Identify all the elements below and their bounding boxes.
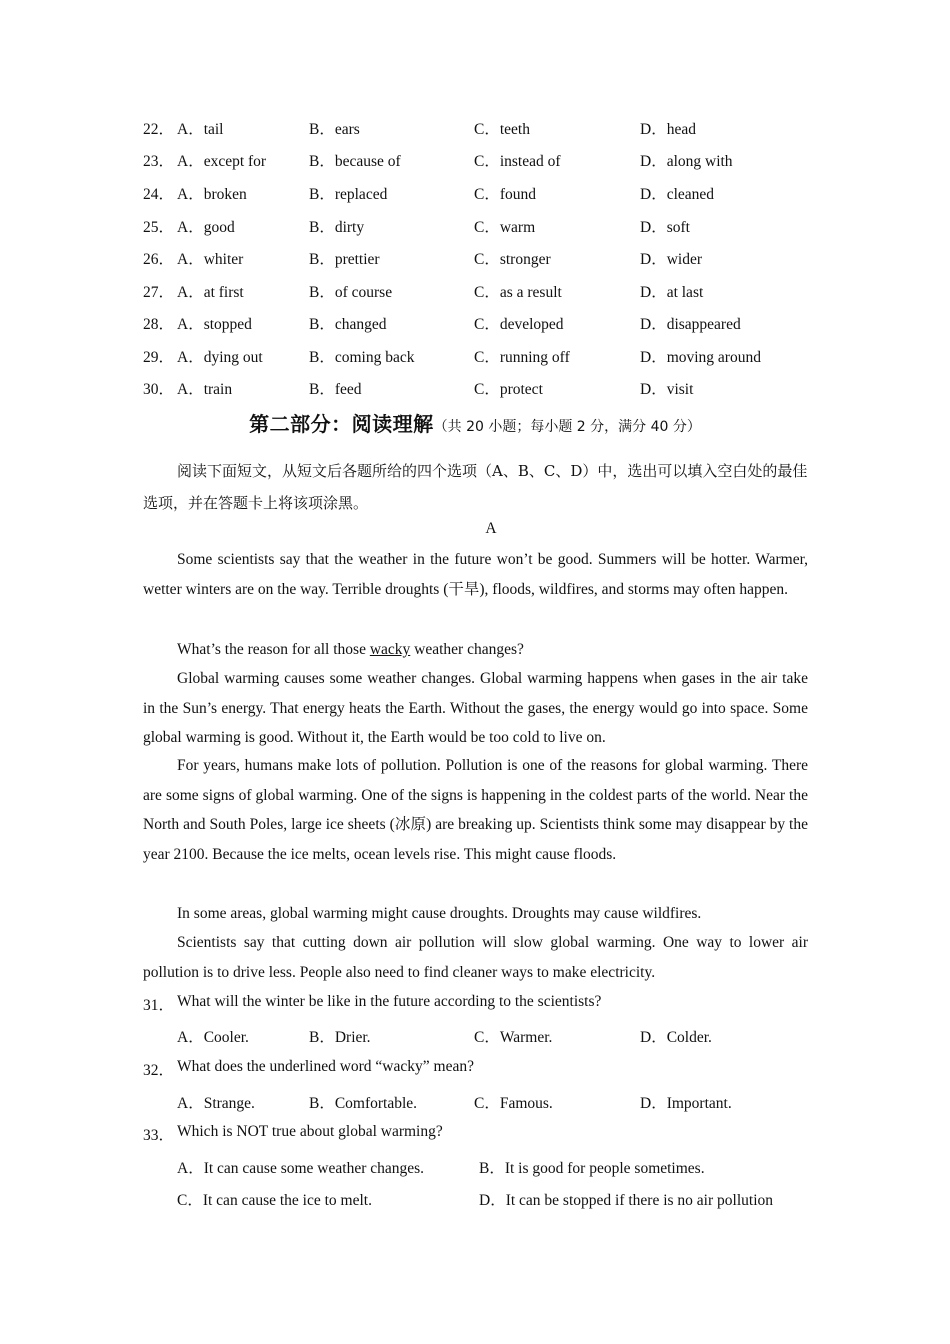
option-c: C．developed: [474, 316, 564, 333]
option-b: B．replaced: [309, 186, 388, 203]
option-row-22: [143, 117, 823, 147]
question-text: What does the underlined word “wacky” mean?: [177, 1058, 474, 1075]
question-number: 23．: [143, 153, 175, 170]
question-text: Which is NOT true about global warming?: [177, 1123, 443, 1140]
option-row-25: [143, 215, 823, 245]
option-row-28: [143, 312, 823, 342]
section-heading: [0, 408, 950, 437]
option-row-29: [143, 345, 823, 375]
option-c: C．warm: [474, 219, 536, 236]
option-d: D．visit: [640, 381, 694, 398]
option-a: A．Cooler.: [177, 1029, 249, 1046]
option-b: B．Comfortable.: [309, 1095, 418, 1112]
question-number: 33．: [143, 1127, 175, 1144]
section-title: 第二部分：阅读理解: [249, 412, 434, 436]
option-b: B．ears: [309, 121, 360, 138]
passage-label: A: [485, 520, 497, 537]
passage-paragraph-4: For years, humans make lots of pollution. Pollution is one of the reasons for global warming. There are some signs of global warming. One of the signs is happening in the coldest parts of the world. Near the North and South Poles, large ice sheets (冰原) are breaking up. Scientists think some may disappear by the year 2100. Because the ice melts, ocean levels rise. This might cause floods.: [143, 757, 808, 863]
option-a: A．Strange.: [177, 1095, 255, 1112]
option-a: A．tail: [177, 121, 224, 138]
option-b: B．changed: [309, 316, 387, 333]
question-number: 25．: [143, 219, 175, 236]
question-33-options-cd: [177, 1188, 827, 1218]
option-d: D．at last: [640, 284, 704, 301]
option-c: C．Famous.: [474, 1095, 553, 1112]
question-number: 29．: [143, 349, 175, 366]
option-c: C．Warmer.: [474, 1029, 553, 1046]
paragraph-text: weather changes?: [410, 641, 524, 658]
section-score-note: （共 20 小题；每小题 2 分，满分 40 分）: [433, 419, 701, 435]
option-a: A．dying out: [177, 349, 263, 366]
question-number: 28．: [143, 316, 175, 333]
option-a: A．good: [177, 219, 235, 236]
passage-paragraph-3: Global warming causes some weather changes. Global warming happens when gases in the air take in the Sun’s energy. That energy heats the Earth. Without the gases, the energy would go into space. Some global warming is good. Without it, the Earth would be too cold to live on.: [143, 670, 808, 746]
option-d: D．along with: [640, 153, 733, 170]
question-31-options: [177, 1025, 827, 1055]
option-a: A．broken: [177, 186, 247, 203]
option-c: C．teeth: [474, 121, 530, 138]
option-row-26: [143, 247, 823, 277]
option-b: B．It is good for people sometimes.: [479, 1160, 705, 1177]
option-row-27: [143, 280, 823, 310]
option-b: B．because of: [309, 153, 401, 170]
option-c: C．protect: [474, 381, 543, 398]
question-number: 24．: [143, 186, 175, 203]
option-a: A．It can cause some weather changes.: [177, 1160, 425, 1177]
option-c: C．It can cause the ice to melt.: [177, 1192, 372, 1209]
option-b: B．feed: [309, 381, 362, 398]
option-row-30: [143, 377, 823, 407]
passage-paragraph-2: [143, 635, 808, 665]
question-text: What will the winter be like in the future according to the scientists?: [177, 993, 602, 1010]
option-d: D．Colder.: [640, 1029, 712, 1046]
question-number: 30．: [143, 381, 175, 398]
option-b: B．prettier: [309, 251, 380, 268]
question-number: 31．: [143, 997, 175, 1014]
option-a: A．train: [177, 381, 233, 398]
option-b: B．dirty: [309, 219, 365, 236]
option-a: A．whiter: [177, 251, 244, 268]
option-b: B．coming back: [309, 349, 415, 366]
option-b: B．of course: [309, 284, 393, 301]
option-d: D．soft: [640, 219, 690, 236]
question-number: 32．: [143, 1062, 175, 1079]
option-c: C．as a result: [474, 284, 562, 301]
question-33-options-ab: [177, 1156, 827, 1186]
question-number: 27．: [143, 284, 175, 301]
question-number: 22．: [143, 121, 175, 138]
option-row-24: [143, 182, 823, 212]
passage-paragraph-5: In some areas, global warming might cause droughts. Droughts may cause wildfires.: [177, 905, 702, 922]
question-32-options: [177, 1091, 827, 1121]
option-c: C．stronger: [474, 251, 551, 268]
option-d: D．disappeared: [640, 316, 741, 333]
option-a: A．at first: [177, 284, 244, 301]
option-a: A．except for: [177, 153, 267, 170]
passage-paragraph-1: Some scientists say that the weather in the future won’t be good. Summers will be hotter. Warmer, wetter winters are on the way. Terrible droughts (干旱), floods, wildfires, and storms may often happen.: [143, 551, 808, 598]
section-instruction: 阅读下面短文，从短文后各题所给的四个选项（A、B、C、D）中，选出可以填入空白处的最佳选项，并在答题卡上将该项涂黑。: [143, 462, 808, 512]
option-d: D．cleaned: [640, 186, 715, 203]
passage-paragraph-6: Scientists say that cutting down air pollution will slow global warming. One way to lower air pollution is to drive less. People also need to find cleaner ways to make electricity.: [143, 934, 808, 981]
option-d: D．moving around: [640, 349, 761, 366]
option-d: D．head: [640, 121, 696, 138]
underlined-word: wacky: [369, 641, 411, 658]
option-c: C．instead of: [474, 153, 561, 170]
option-b: B．Drier.: [309, 1029, 371, 1046]
option-d: D．It can be stopped if there is no air pollution: [479, 1192, 774, 1209]
option-a: A．stopped: [177, 316, 252, 333]
paragraph-text: What’s the reason for all those: [177, 641, 370, 658]
question-number: 26．: [143, 251, 175, 268]
option-d: D．wider: [640, 251, 702, 268]
option-d: D．Important.: [640, 1095, 732, 1112]
option-c: C．running off: [474, 349, 570, 366]
option-row-23: [143, 149, 823, 179]
option-c: C．found: [474, 186, 537, 203]
